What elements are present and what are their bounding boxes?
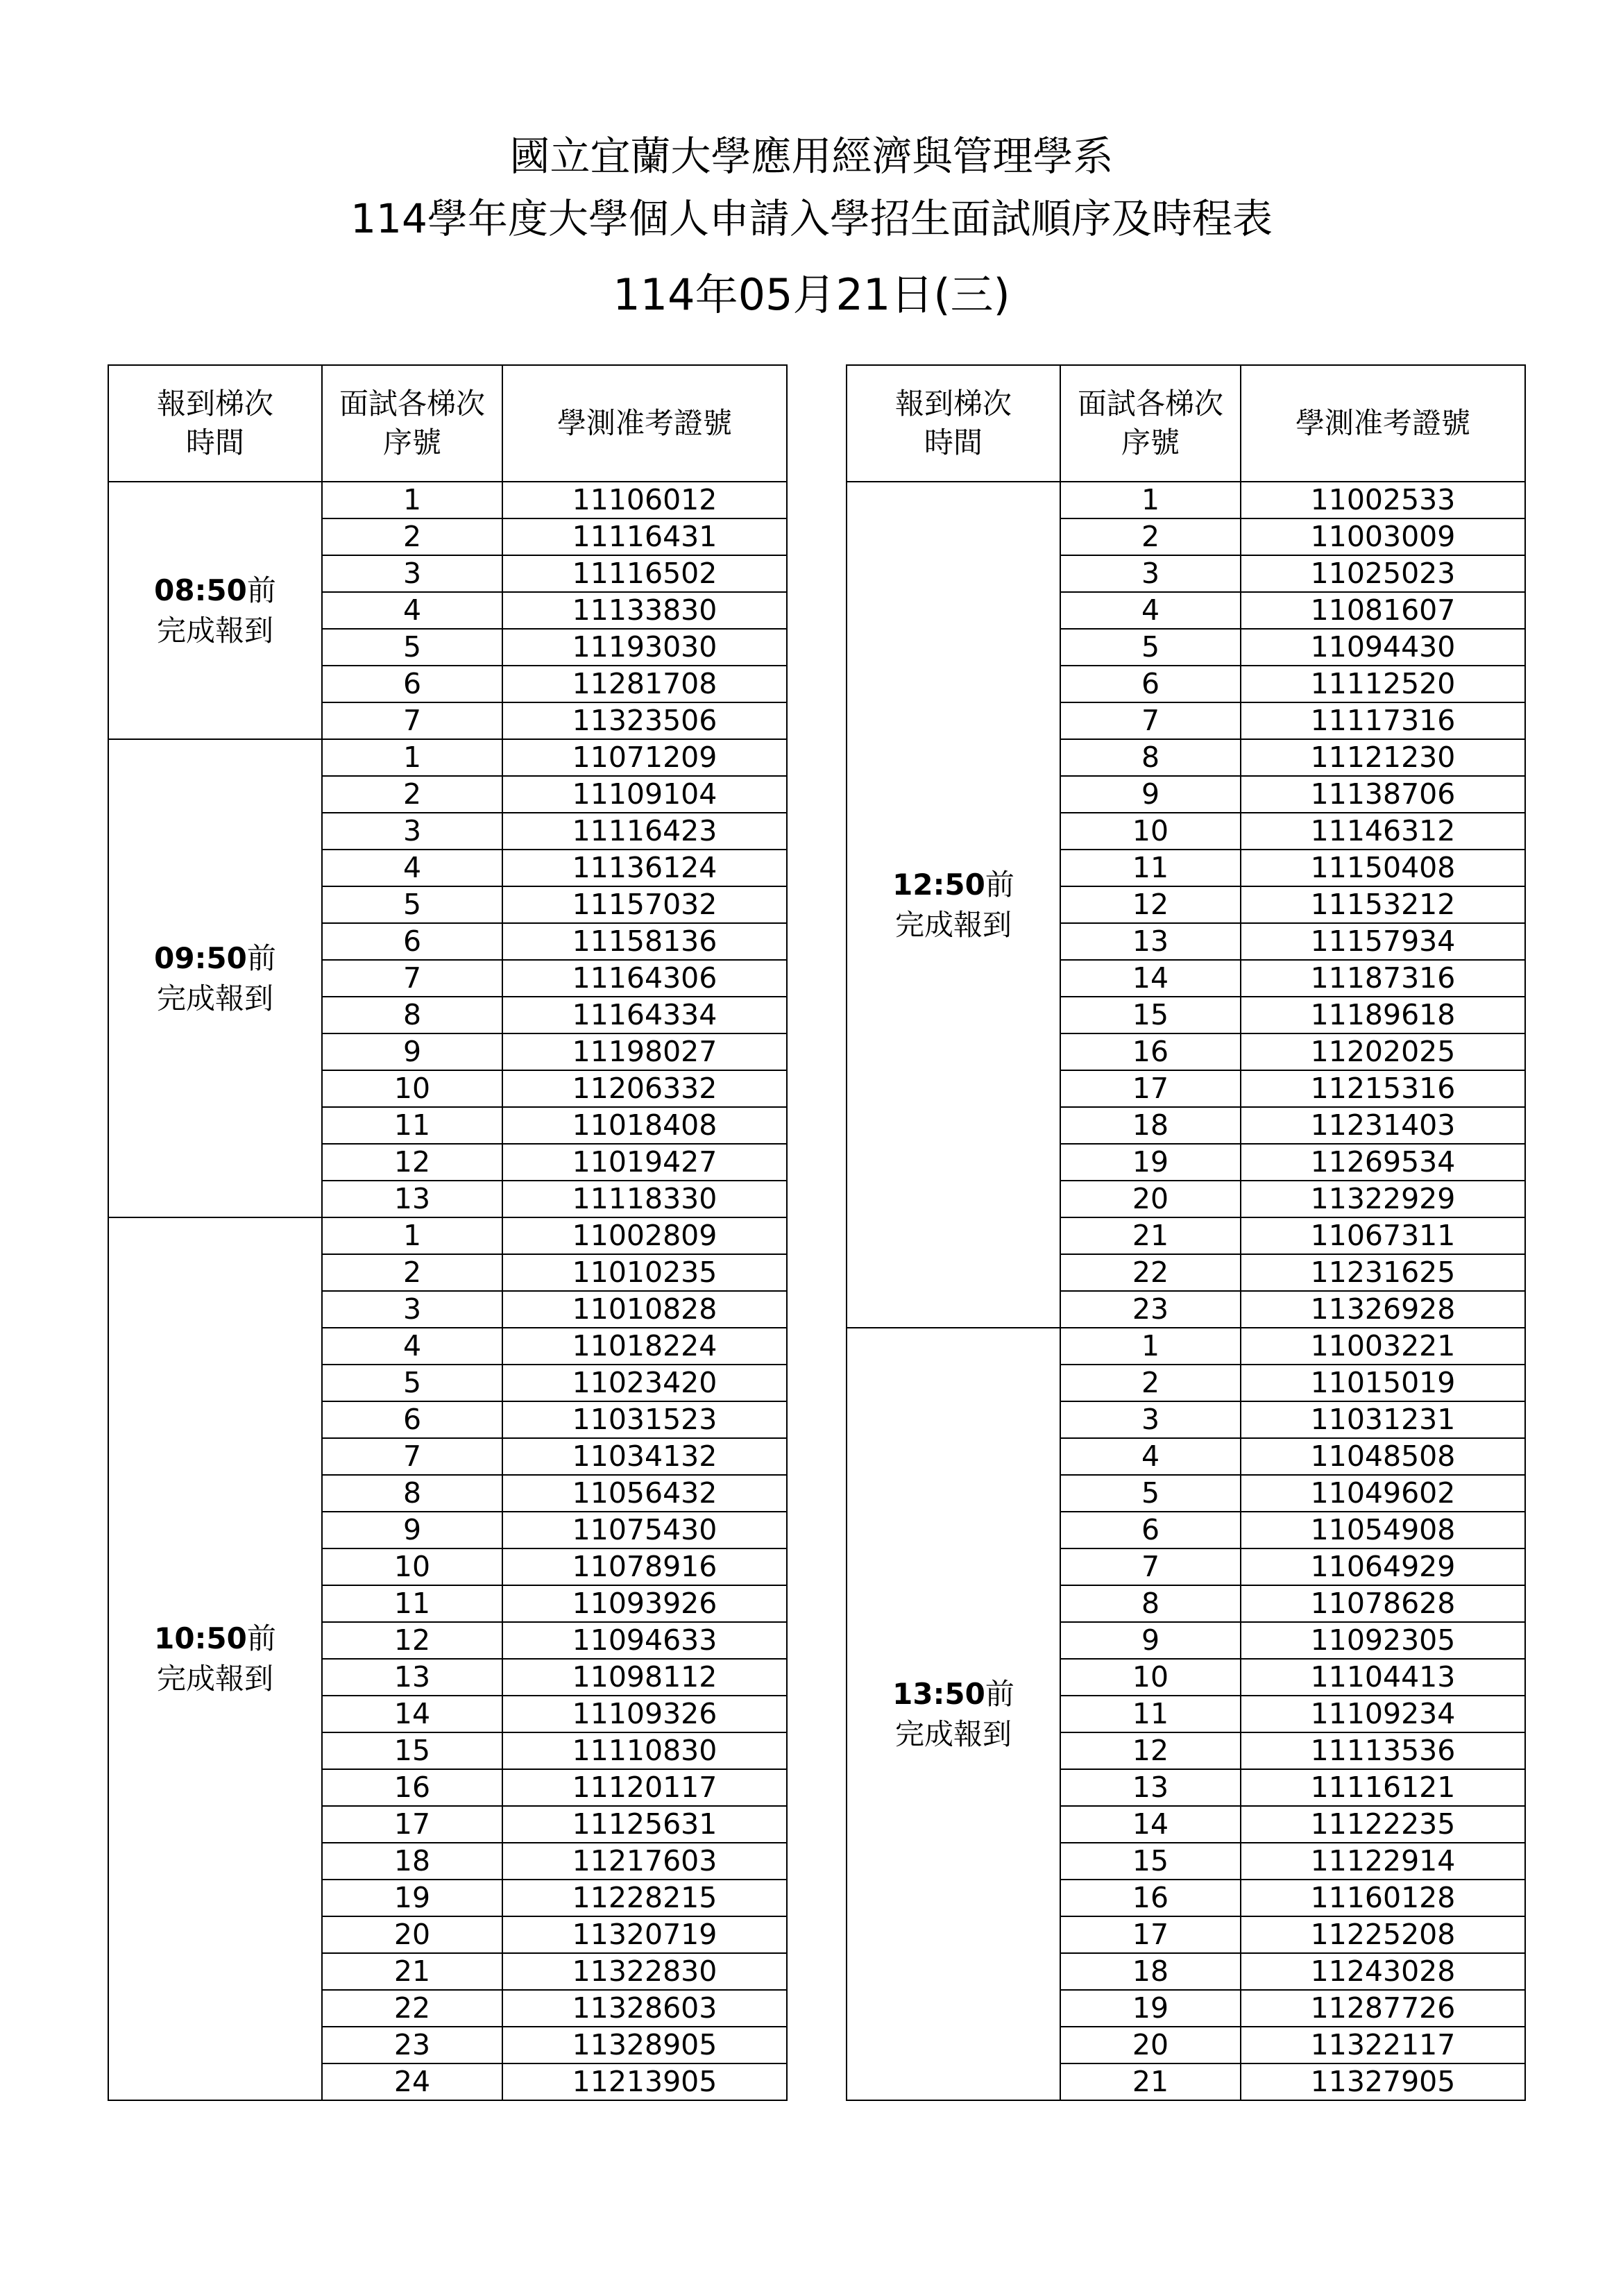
- checkin-time-cell: [108, 739, 322, 1217]
- exam-id-cell: 11071209: [502, 739, 787, 776]
- header-checkin-time-line1: 報到梯次: [894, 387, 1012, 421]
- sequence-cell: 10: [322, 1070, 502, 1107]
- sequence-cell: 2: [322, 1254, 502, 1291]
- exam-id-cell: 11122235: [1241, 1806, 1525, 1843]
- exam-id-cell: 11117316: [1241, 702, 1525, 739]
- exam-id-cell: 11113536: [1241, 1732, 1525, 1769]
- exam-id-cell: 11164306: [502, 960, 787, 997]
- exam-id-cell: 11187316: [1241, 960, 1525, 997]
- sequence-cell: 14: [1060, 960, 1241, 997]
- sequence-cell: 21: [322, 1953, 502, 1990]
- sequence-cell: 10: [322, 1548, 502, 1585]
- sequence-cell: 11: [1060, 1696, 1241, 1732]
- exam-id-cell: 11213905: [502, 2063, 787, 2100]
- sequence-cell: 18: [322, 1843, 502, 1880]
- exam-id-cell: 11158136: [502, 923, 787, 960]
- table-row: [108, 1217, 787, 1254]
- sequence-cell: 13: [1060, 923, 1241, 960]
- exam-id-cell: 11138706: [1241, 776, 1525, 813]
- sequence-cell: 8: [1060, 1585, 1241, 1622]
- exam-id-cell: 11081607: [1241, 592, 1525, 629]
- sequence-cell: 12: [322, 1144, 502, 1181]
- exam-id-cell: 11031523: [502, 1401, 787, 1438]
- table-row: [108, 739, 787, 776]
- sequence-cell: 22: [1060, 1254, 1241, 1291]
- exam-id-cell: 11206332: [502, 1070, 787, 1107]
- sequence-cell: 6: [1060, 666, 1241, 702]
- checkin-time-value: 08:50: [154, 573, 247, 607]
- sequence-cell: 14: [322, 1696, 502, 1732]
- exam-id-cell: 11025023: [1241, 555, 1525, 592]
- exam-id-cell: 11110830: [502, 1732, 787, 1769]
- header-checkin-time-line2: 時間: [924, 425, 983, 459]
- sequence-cell: 21: [1060, 2063, 1241, 2100]
- sequence-cell: 7: [322, 1438, 502, 1475]
- sequence-cell: 15: [1060, 997, 1241, 1033]
- sequence-cell: 1: [322, 1217, 502, 1254]
- sequence-cell: 5: [322, 629, 502, 666]
- header-checkin-time: [108, 365, 322, 482]
- sequence-cell: 6: [1060, 1512, 1241, 1548]
- exam-id-cell: 11094633: [502, 1622, 787, 1659]
- exam-id-cell: 11323506: [502, 702, 787, 739]
- exam-id-cell: 11109234: [1241, 1696, 1525, 1732]
- exam-id-cell: 11269534: [1241, 1144, 1525, 1181]
- sequence-cell: 4: [322, 850, 502, 886]
- sequence-cell: 1: [1060, 1328, 1241, 1365]
- page-title: 國立宜蘭大學應用經濟與管理學系: [509, 133, 1114, 180]
- sequence-cell: 5: [322, 1365, 502, 1401]
- sequence-cell: 19: [1060, 1144, 1241, 1181]
- sequence-cell: 16: [1060, 1033, 1241, 1070]
- exam-id-cell: 11093926: [502, 1585, 787, 1622]
- sequence-cell: 7: [1060, 702, 1241, 739]
- checkin-time-value: 09:50: [154, 940, 247, 975]
- table-header-row: [847, 365, 1525, 482]
- exam-id-cell: 11157934: [1241, 923, 1525, 960]
- exam-id-cell: 11116502: [502, 555, 787, 592]
- exam-id-cell: 11136124: [502, 850, 787, 886]
- exam-id-cell: 11157032: [502, 886, 787, 923]
- exam-id-cell: 11002533: [1241, 482, 1525, 518]
- header-sequence-line1: 面試各梯次: [339, 387, 485, 421]
- header-checkin-time-line2: 時間: [185, 425, 244, 459]
- checkin-time-suffix: 前: [246, 573, 276, 607]
- exam-id-cell: 11078916: [502, 1548, 787, 1585]
- sequence-cell: 6: [322, 1401, 502, 1438]
- exam-id-cell: 11150408: [1241, 850, 1525, 886]
- sequence-cell: 2: [322, 518, 502, 555]
- sequence-cell: 4: [322, 1328, 502, 1365]
- sequence-cell: 3: [322, 1291, 502, 1328]
- exam-id-cell: 11217603: [502, 1843, 787, 1880]
- exam-id-cell: 11002809: [502, 1217, 787, 1254]
- sequence-cell: 22: [322, 1990, 502, 2027]
- exam-id-cell: 11098112: [502, 1659, 787, 1696]
- exam-id-cell: 11281708: [502, 666, 787, 702]
- sequence-cell: 2: [1060, 518, 1241, 555]
- checkin-time-value: 10:50: [154, 1621, 247, 1655]
- exam-id-cell: 11094430: [1241, 629, 1525, 666]
- exam-id-cell: 11064929: [1241, 1548, 1525, 1585]
- exam-id-cell: 11018408: [502, 1107, 787, 1144]
- sequence-cell: 3: [322, 555, 502, 592]
- header-sequence: [1060, 365, 1241, 482]
- sequence-cell: 7: [322, 702, 502, 739]
- page-subtitle: 114學年度大學個人申請入學招生面試順序及時程表: [350, 195, 1273, 242]
- checkin-time-label: [847, 865, 1060, 905]
- sequence-cell: 1: [322, 482, 502, 518]
- checkin-time-label: [109, 938, 321, 979]
- exam-id-cell: 11092305: [1241, 1622, 1525, 1659]
- sequence-cell: 13: [322, 1181, 502, 1217]
- sequence-cell: 15: [1060, 1843, 1241, 1880]
- checkin-time-label: [109, 1619, 321, 1659]
- sequence-cell: 1: [322, 739, 502, 776]
- exam-id-cell: 11328905: [502, 2027, 787, 2063]
- sequence-cell: 10: [1060, 1659, 1241, 1696]
- exam-id-cell: 11048508: [1241, 1438, 1525, 1475]
- exam-id-cell: 11118330: [502, 1181, 787, 1217]
- exam-id-cell: 11019427: [502, 1144, 787, 1181]
- exam-id-cell: 11328603: [502, 1990, 787, 2027]
- exam-id-cell: 11116431: [502, 518, 787, 555]
- checkin-time-cell: [108, 482, 322, 739]
- exam-id-cell: 11202025: [1241, 1033, 1525, 1070]
- exam-id-cell: 11104413: [1241, 1659, 1525, 1696]
- sequence-cell: 17: [1060, 1070, 1241, 1107]
- sequence-cell: 17: [1060, 1916, 1241, 1953]
- date-heading: 114年05月21日(三): [613, 269, 1010, 320]
- header-exam-id: 學測准考證號: [502, 365, 787, 482]
- exam-id-cell: 11003009: [1241, 518, 1525, 555]
- sequence-cell: 4: [322, 592, 502, 629]
- sequence-cell: 9: [1060, 776, 1241, 813]
- sequence-cell: 18: [1060, 1953, 1241, 1990]
- exam-id-cell: 11023420: [502, 1365, 787, 1401]
- exam-id-cell: 11010235: [502, 1254, 787, 1291]
- header-sequence-line2: 序號: [1121, 425, 1180, 459]
- exam-id-cell: 11287726: [1241, 1990, 1525, 2027]
- sequence-cell: 5: [322, 886, 502, 923]
- exam-id-cell: 11067311: [1241, 1217, 1525, 1254]
- schedule-table-right: [846, 364, 1526, 2101]
- sequence-cell: 9: [322, 1033, 502, 1070]
- checkin-time-cell: [847, 482, 1060, 1328]
- exam-id-cell: 11121230: [1241, 739, 1525, 776]
- sequence-cell: 24: [322, 2063, 502, 2100]
- schedule-table-left: [108, 364, 788, 2101]
- exam-id-cell: 11189618: [1241, 997, 1525, 1033]
- sequence-cell: 12: [1060, 1732, 1241, 1769]
- sequence-cell: 5: [1060, 1475, 1241, 1512]
- sequence-cell: 16: [322, 1769, 502, 1806]
- exam-id-cell: 11133830: [502, 592, 787, 629]
- checkin-time-cell: [108, 1217, 322, 2100]
- sequence-cell: 7: [322, 960, 502, 997]
- sequence-cell: 3: [322, 813, 502, 850]
- sequence-cell: 10: [1060, 813, 1241, 850]
- exam-id-cell: 11327905: [1241, 2063, 1525, 2100]
- checkin-note: 完成報到: [894, 907, 1012, 942]
- exam-id-cell: 11112520: [1241, 666, 1525, 702]
- exam-id-cell: 11322830: [502, 1953, 787, 1990]
- sequence-cell: 23: [1060, 1291, 1241, 1328]
- checkin-note: 完成報到: [156, 1662, 273, 1696]
- sequence-cell: 11: [322, 1585, 502, 1622]
- checkin-time-suffix: 前: [246, 940, 276, 975]
- sequence-cell: 16: [1060, 1880, 1241, 1916]
- exam-id-cell: 11106012: [502, 482, 787, 518]
- header-sequence: [322, 365, 502, 482]
- exam-id-cell: 11116423: [502, 813, 787, 850]
- checkin-time-suffix: 前: [246, 1621, 276, 1655]
- exam-id-cell: 11215316: [1241, 1070, 1525, 1107]
- exam-id-cell: 11322929: [1241, 1181, 1525, 1217]
- exam-id-cell: 11049602: [1241, 1475, 1525, 1512]
- sequence-cell: 4: [1060, 1438, 1241, 1475]
- exam-id-cell: 11120117: [502, 1769, 787, 1806]
- exam-id-cell: 11018224: [502, 1328, 787, 1365]
- checkin-time-suffix: 前: [985, 1676, 1014, 1711]
- table-row: [108, 482, 787, 518]
- sequence-cell: 2: [1060, 1365, 1241, 1401]
- sequence-cell: 14: [1060, 1806, 1241, 1843]
- sequence-cell: 20: [1060, 1181, 1241, 1217]
- header-exam-id: 學測准考證號: [1241, 365, 1525, 482]
- sequence-cell: 8: [1060, 739, 1241, 776]
- sequence-cell: 7: [1060, 1548, 1241, 1585]
- sequence-cell: 18: [1060, 1107, 1241, 1144]
- exam-id-cell: 11231403: [1241, 1107, 1525, 1144]
- checkin-note: 完成報到: [156, 613, 273, 648]
- checkin-time-label: [109, 571, 321, 611]
- sequence-cell: 4: [1060, 592, 1241, 629]
- exam-id-cell: 11322117: [1241, 2027, 1525, 2063]
- exam-id-cell: 11243028: [1241, 1953, 1525, 1990]
- sequence-cell: 20: [322, 1916, 502, 1953]
- checkin-note: 完成報到: [894, 1716, 1012, 1751]
- exam-id-cell: 11078628: [1241, 1585, 1525, 1622]
- exam-id-cell: 11056432: [502, 1475, 787, 1512]
- exam-id-cell: 11122914: [1241, 1843, 1525, 1880]
- sequence-cell: 20: [1060, 2027, 1241, 2063]
- exam-id-cell: 11003221: [1241, 1328, 1525, 1365]
- sequence-cell: 12: [1060, 886, 1241, 923]
- sequence-cell: 8: [322, 997, 502, 1033]
- table-header-row: [108, 365, 787, 482]
- exam-id-cell: 11228215: [502, 1880, 787, 1916]
- table-row: [847, 482, 1525, 518]
- sequence-cell: 3: [1060, 555, 1241, 592]
- checkin-time-value: 12:50: [892, 867, 985, 902]
- sequence-cell: 23: [322, 2027, 502, 2063]
- sequence-cell: 2: [322, 776, 502, 813]
- sequence-cell: 19: [1060, 1990, 1241, 2027]
- exam-id-cell: 11116121: [1241, 1769, 1525, 1806]
- header-sequence-line1: 面試各梯次: [1077, 387, 1223, 421]
- checkin-time-value: 13:50: [892, 1676, 985, 1711]
- checkin-time-cell: [847, 1328, 1060, 2100]
- sequence-cell: 21: [1060, 1217, 1241, 1254]
- exam-id-cell: 11015019: [1241, 1365, 1525, 1401]
- exam-id-cell: 11010828: [502, 1291, 787, 1328]
- sequence-cell: 9: [1060, 1622, 1241, 1659]
- sequence-cell: 6: [322, 666, 502, 702]
- sequence-cell: 5: [1060, 629, 1241, 666]
- header-sequence-line2: 序號: [382, 425, 441, 459]
- checkin-time-suffix: 前: [985, 867, 1014, 902]
- sequence-cell: 3: [1060, 1401, 1241, 1438]
- exam-id-cell: 11146312: [1241, 813, 1525, 850]
- exam-id-cell: 11031231: [1241, 1401, 1525, 1438]
- exam-id-cell: 11034132: [502, 1438, 787, 1475]
- exam-id-cell: 11225208: [1241, 1916, 1525, 1953]
- exam-id-cell: 11326928: [1241, 1291, 1525, 1328]
- sequence-cell: 13: [1060, 1769, 1241, 1806]
- header-checkin-time: [847, 365, 1060, 482]
- checkin-note: 完成報到: [156, 981, 273, 1015]
- exam-id-cell: 11109326: [502, 1696, 787, 1732]
- sequence-cell: 9: [322, 1512, 502, 1548]
- sequence-cell: 19: [322, 1880, 502, 1916]
- exam-id-cell: 11054908: [1241, 1512, 1525, 1548]
- exam-id-cell: 11198027: [502, 1033, 787, 1070]
- exam-id-cell: 11125631: [502, 1806, 787, 1843]
- exam-id-cell: 11164334: [502, 997, 787, 1033]
- exam-id-cell: 11320719: [502, 1916, 787, 1953]
- exam-id-cell: 11193030: [502, 629, 787, 666]
- checkin-time-label: [847, 1674, 1060, 1714]
- sequence-cell: 13: [322, 1659, 502, 1696]
- exam-id-cell: 11160128: [1241, 1880, 1525, 1916]
- exam-id-cell: 11153212: [1241, 886, 1525, 923]
- header-checkin-time-line1: 報到梯次: [156, 387, 273, 421]
- sequence-cell: 17: [322, 1806, 502, 1843]
- sequence-cell: 12: [322, 1622, 502, 1659]
- sequence-cell: 11: [1060, 850, 1241, 886]
- exam-id-cell: 11075430: [502, 1512, 787, 1548]
- sequence-cell: 8: [322, 1475, 502, 1512]
- sequence-cell: 15: [322, 1732, 502, 1769]
- exam-id-cell: 11109104: [502, 776, 787, 813]
- sequence-cell: 11: [322, 1107, 502, 1144]
- table-row: [847, 1328, 1525, 1365]
- sequence-cell: 1: [1060, 482, 1241, 518]
- sequence-cell: 6: [322, 923, 502, 960]
- exam-id-cell: 11231625: [1241, 1254, 1525, 1291]
